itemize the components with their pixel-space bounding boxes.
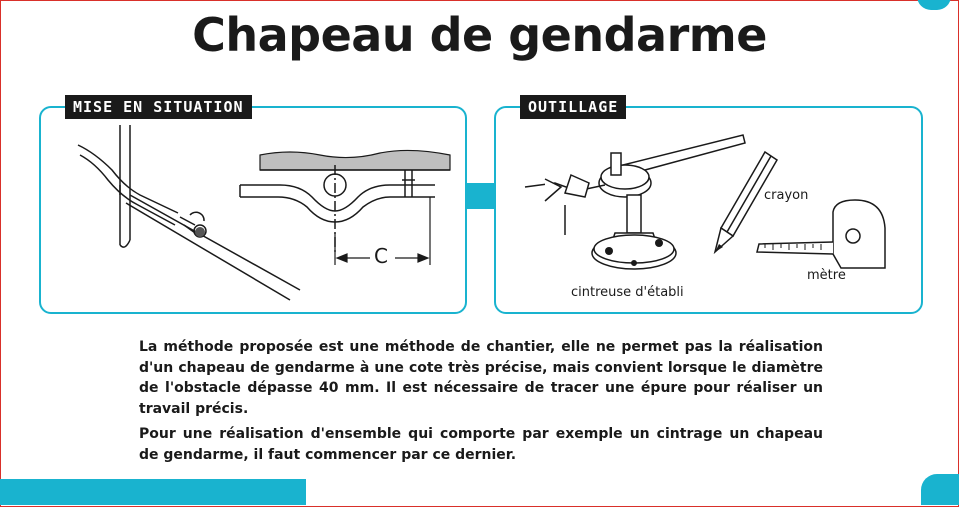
dimension-label-c: C [374,244,388,268]
panel-connector [467,183,494,209]
bottom-accent-bar [0,479,306,505]
tool-label-bender: cintreuse d'établi [571,285,684,300]
tool-label-pencil: crayon [764,188,809,203]
situation-panel-label: MISE EN SITUATION [65,95,252,119]
outillage-panel-label: OUTILLAGE [520,95,626,119]
situation-illustration [50,125,460,305]
paragraph-1: La méthode proposée est une méthode de chantier, elle ne permet pas la réalisation d'un chapeau de gendarme à une cote très précise, mais convient lorsque le diamètre de l'obstacle dépasse 40 mm. Il est nécessaire de tracer une épure pour réaliser un travail précis. [139,339,823,417]
corner-decoration-bottom [921,474,959,505]
page-title: Chapeau de gendarme [192,8,767,62]
tape-measure-icon [755,192,895,277]
body-text [139,337,823,470]
tool-label-tape: mètre [807,268,846,283]
paragraph-2: Pour une réalisation d'ensemble qui comporte par exemple un cintrage un chapeau de gendarme, il faut commencer par ce dernier. [139,426,823,463]
